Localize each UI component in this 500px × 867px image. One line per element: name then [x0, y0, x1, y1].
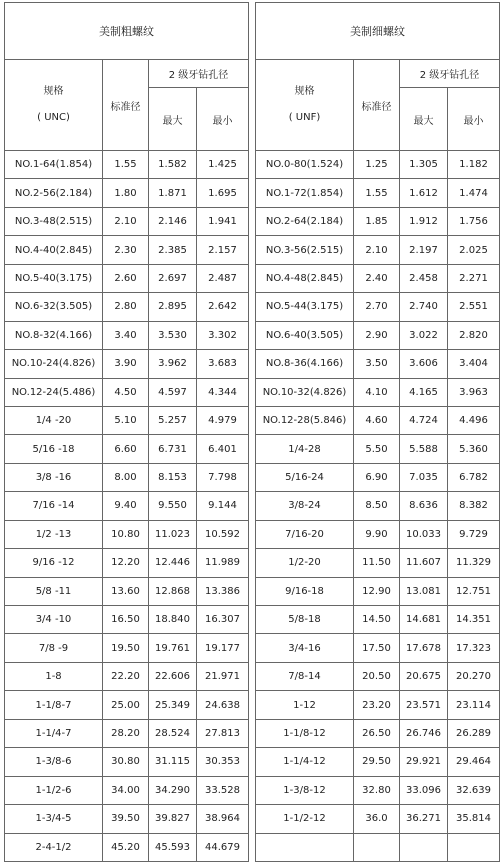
- min-drill-cell: 1.941: [197, 207, 249, 235]
- max-drill-cell: 12.868: [149, 577, 197, 605]
- unf-thread-table: [255, 2, 500, 862]
- min-drill-cell: 14.351: [448, 606, 500, 634]
- table-row: [256, 748, 500, 776]
- spec-cell: NO.4-40(2.845): [5, 236, 103, 264]
- spec-cell: NO.2-64(2.184): [256, 207, 354, 235]
- min-drill-cell: 8.382: [448, 492, 500, 520]
- max-drill-cell: 2.697: [149, 264, 197, 292]
- table-row: [256, 549, 500, 577]
- min-drill-cell: 7.798: [197, 463, 249, 491]
- table-row: [5, 520, 249, 548]
- spec-header-standard: ( UNF): [288, 112, 321, 123]
- table-row: [256, 634, 500, 662]
- spec-cell: 1-1/4-12: [256, 748, 354, 776]
- standard-diameter-cell: 2.60: [103, 264, 149, 292]
- standard-diameter-cell: [354, 833, 400, 861]
- max-drill-cell: 8.153: [149, 463, 197, 491]
- min-drill-cell: 21.971: [197, 662, 249, 690]
- table-row: [5, 805, 249, 833]
- spec-cell: 1/2-20: [256, 549, 354, 577]
- max-drill-cell: 9.550: [149, 492, 197, 520]
- standard-diameter-cell: 2.40: [354, 264, 400, 292]
- spec-cell: 7/16 -14: [5, 492, 103, 520]
- standard-diameter-cell: 10.80: [103, 520, 149, 548]
- spec-cell: 1-12: [256, 691, 354, 719]
- max-drill-cell: 10.033: [400, 520, 448, 548]
- max-drill-cell: 26.746: [400, 719, 448, 747]
- spec-cell: 5/8-18: [256, 606, 354, 634]
- max-drill-cell: 1.582: [149, 151, 197, 179]
- table-row: [256, 236, 500, 264]
- standard-diameter-cell: 9.90: [354, 520, 400, 548]
- spec-cell: NO.6-40(3.505): [256, 321, 354, 349]
- table-row: [256, 606, 500, 634]
- max-drill-cell: 18.840: [149, 606, 197, 634]
- max-drill-cell: 2.146: [149, 207, 197, 235]
- spec-cell: 1-3/8-6: [5, 748, 103, 776]
- spec-cell: 3/4 -10: [5, 606, 103, 634]
- table-row: [5, 634, 249, 662]
- max-drill-cell: 19.761: [149, 634, 197, 662]
- standard-diameter-cell: 30.80: [103, 748, 149, 776]
- spec-cell: 7/16-20: [256, 520, 354, 548]
- spec-cell: 2-4-1/2: [5, 833, 103, 861]
- table-row: [5, 606, 249, 634]
- standard-diameter-cell: 17.50: [354, 634, 400, 662]
- standard-diameter-cell: 9.40: [103, 492, 149, 520]
- max-drill-cell: 36.271: [400, 805, 448, 833]
- table-row: [5, 492, 249, 520]
- spec-cell: 3/8 -16: [5, 463, 103, 491]
- table-row: [256, 321, 500, 349]
- standard-diameter-cell: 1.55: [354, 179, 400, 207]
- drill-diameter-group-header: 2 级牙钻孔径: [149, 60, 249, 88]
- spec-cell: NO.2-56(2.184): [5, 179, 103, 207]
- table-row: [5, 577, 249, 605]
- spec-cell: NO.5-44(3.175): [256, 293, 354, 321]
- table-body: [256, 151, 500, 862]
- standard-diameter-cell: 22.20: [103, 662, 149, 690]
- spec-cell: 3/8-24: [256, 492, 354, 520]
- spec-cell: 1-1/8-12: [256, 719, 354, 747]
- spec-cell: 9/16 -12: [5, 549, 103, 577]
- table-row: [256, 207, 500, 235]
- max-drill-cell: 1.612: [400, 179, 448, 207]
- spec-cell: NO.6-32(3.505): [5, 293, 103, 321]
- spec-cell: NO.4-48(2.845): [256, 264, 354, 292]
- table-row: [5, 378, 249, 406]
- max-drill-cell: 13.081: [400, 577, 448, 605]
- table-row: [256, 463, 500, 491]
- standard-diameter-cell: 11.50: [354, 549, 400, 577]
- spec-cell: 3/4-16: [256, 634, 354, 662]
- spec-cell: 1-3/8-12: [256, 776, 354, 804]
- spec-header: [5, 60, 103, 151]
- standard-diameter-cell: 19.50: [103, 634, 149, 662]
- standard-diameter-cell: 23.20: [354, 691, 400, 719]
- table-row: [256, 151, 500, 179]
- table-row: [256, 805, 500, 833]
- standard-diameter-cell: 4.50: [103, 378, 149, 406]
- min-drill-cell: 26.289: [448, 719, 500, 747]
- spec-cell: NO.8-36(4.166): [256, 350, 354, 378]
- max-drill-cell: 31.115: [149, 748, 197, 776]
- standard-diameter-cell: 25.00: [103, 691, 149, 719]
- spec-cell: 1-1/4-7: [5, 719, 103, 747]
- table-row: [5, 406, 249, 434]
- min-drill-cell: 20.270: [448, 662, 500, 690]
- min-drill-cell: 24.638: [197, 691, 249, 719]
- max-drill-cell: 1.912: [400, 207, 448, 235]
- min-drill-cell: 1.474: [448, 179, 500, 207]
- spec-header: [256, 60, 354, 151]
- min-drill-cell: 16.307: [197, 606, 249, 634]
- standard-diameter-cell: 5.50: [354, 435, 400, 463]
- spec-cell: 1/4 -20: [5, 406, 103, 434]
- unc-coarse-thread-table-panel: [4, 2, 248, 862]
- min-drill-cell: 44.679: [197, 833, 249, 861]
- min-drill-cell: 23.114: [448, 691, 500, 719]
- table-title: 美制粗螺纹: [5, 3, 249, 60]
- spec-cell: 1-1/2-6: [5, 776, 103, 804]
- min-drill-cell: 33.528: [197, 776, 249, 804]
- max-drill-cell: 33.096: [400, 776, 448, 804]
- min-drill-cell: 35.814: [448, 805, 500, 833]
- standard-diameter-cell: 1.80: [103, 179, 149, 207]
- max-drill-cell: 39.827: [149, 805, 197, 833]
- min-drill-cell: 17.323: [448, 634, 500, 662]
- standard-diameter-header: 标准径: [103, 60, 149, 151]
- min-drill-cell: 3.683: [197, 350, 249, 378]
- standard-diameter-cell: 8.50: [354, 492, 400, 520]
- max-drill-cell: 4.597: [149, 378, 197, 406]
- max-drill-cell: 28.524: [149, 719, 197, 747]
- standard-diameter-cell: 2.10: [354, 236, 400, 264]
- min-drill-cell: 2.642: [197, 293, 249, 321]
- table-row: [5, 435, 249, 463]
- standard-diameter-cell: 1.85: [354, 207, 400, 235]
- spec-cell: 5/16-24: [256, 463, 354, 491]
- min-drill-cell: 30.353: [197, 748, 249, 776]
- unf-fine-thread-table-panel: [255, 2, 499, 862]
- min-drill-cell: 2.551: [448, 293, 500, 321]
- table-row: [256, 406, 500, 434]
- spec-header-label: 规格: [43, 86, 64, 97]
- standard-diameter-cell: 16.50: [103, 606, 149, 634]
- max-drill-cell: 1.871: [149, 179, 197, 207]
- max-drill-cell: 14.681: [400, 606, 448, 634]
- standard-diameter-cell: 2.70: [354, 293, 400, 321]
- standard-diameter-cell: 2.30: [103, 236, 149, 264]
- spec-cell: NO.5-40(3.175): [5, 264, 103, 292]
- min-header: 最小: [197, 88, 249, 151]
- table-row: [5, 719, 249, 747]
- min-drill-cell: 3.963: [448, 378, 500, 406]
- min-drill-cell: 2.025: [448, 236, 500, 264]
- spec-cell: NO.1-64(1.854): [5, 151, 103, 179]
- table-row: [5, 549, 249, 577]
- max-drill-cell: 11.023: [149, 520, 197, 548]
- spec-cell: 1-3/4-5: [5, 805, 103, 833]
- min-drill-cell: 2.820: [448, 321, 500, 349]
- standard-diameter-cell: 2.90: [354, 321, 400, 349]
- min-drill-cell: 1.756: [448, 207, 500, 235]
- table-row: [5, 463, 249, 491]
- max-drill-cell: 8.636: [400, 492, 448, 520]
- standard-diameter-cell: 2.10: [103, 207, 149, 235]
- min-drill-cell: 9.729: [448, 520, 500, 548]
- min-drill-cell: 32.639: [448, 776, 500, 804]
- min-drill-cell: 4.979: [197, 406, 249, 434]
- table-row: [256, 264, 500, 292]
- table-row: [5, 236, 249, 264]
- max-drill-cell: 4.165: [400, 378, 448, 406]
- table-row: [256, 520, 500, 548]
- spec-cell: NO.8-32(4.166): [5, 321, 103, 349]
- max-drill-cell: 12.446: [149, 549, 197, 577]
- spec-cell: NO.3-56(2.515): [256, 236, 354, 264]
- table-row: [5, 776, 249, 804]
- spec-cell: NO.12-24(5.486): [5, 378, 103, 406]
- min-drill-cell: 19.177: [197, 634, 249, 662]
- standard-diameter-cell: 32.80: [354, 776, 400, 804]
- spec-cell: 1/4-28: [256, 435, 354, 463]
- max-drill-cell: 7.035: [400, 463, 448, 491]
- max-drill-cell: 2.385: [149, 236, 197, 264]
- spec-cell: 5/8 -11: [5, 577, 103, 605]
- standard-diameter-cell: 3.40: [103, 321, 149, 349]
- max-drill-cell: 3.530: [149, 321, 197, 349]
- standard-diameter-cell: 12.20: [103, 549, 149, 577]
- max-drill-cell: 5.588: [400, 435, 448, 463]
- standard-diameter-cell: 26.50: [354, 719, 400, 747]
- min-drill-cell: 1.695: [197, 179, 249, 207]
- standard-diameter-cell: 29.50: [354, 748, 400, 776]
- min-drill-cell: 3.302: [197, 321, 249, 349]
- table-row: [256, 833, 500, 861]
- spec-header-standard: ( UNC): [37, 112, 70, 123]
- standard-diameter-cell: 45.20: [103, 833, 149, 861]
- max-drill-cell: 34.290: [149, 776, 197, 804]
- max-drill-cell: 3.606: [400, 350, 448, 378]
- spec-cell: 7/8 -9: [5, 634, 103, 662]
- standard-diameter-cell: 39.50: [103, 805, 149, 833]
- table-row: [5, 748, 249, 776]
- min-drill-cell: 4.344: [197, 378, 249, 406]
- max-drill-cell: 2.895: [149, 293, 197, 321]
- min-drill-cell: 1.425: [197, 151, 249, 179]
- spec-cell: 7/8-14: [256, 662, 354, 690]
- table-row: [256, 691, 500, 719]
- spec-cell: NO.12-28(5.846): [256, 406, 354, 434]
- min-drill-cell: 4.496: [448, 406, 500, 434]
- spec-cell: 1/2 -13: [5, 520, 103, 548]
- standard-diameter-cell: 4.10: [354, 378, 400, 406]
- max-drill-cell: 2.197: [400, 236, 448, 264]
- min-drill-cell: 10.592: [197, 520, 249, 548]
- standard-diameter-cell: 8.00: [103, 463, 149, 491]
- min-drill-cell: 27.813: [197, 719, 249, 747]
- spec-cell: [256, 833, 354, 861]
- table-row: [256, 719, 500, 747]
- standard-diameter-cell: 12.90: [354, 577, 400, 605]
- max-drill-cell: 23.571: [400, 691, 448, 719]
- max-drill-cell: 4.724: [400, 406, 448, 434]
- standard-diameter-cell: 3.50: [354, 350, 400, 378]
- min-drill-cell: 29.464: [448, 748, 500, 776]
- table-row: [5, 151, 249, 179]
- spec-cell: 1-1/8-7: [5, 691, 103, 719]
- spec-header-label: 规格: [294, 86, 315, 97]
- spec-cell: 1-8: [5, 662, 103, 690]
- standard-diameter-cell: 14.50: [354, 606, 400, 634]
- standard-diameter-cell: 2.80: [103, 293, 149, 321]
- standard-diameter-cell: 13.60: [103, 577, 149, 605]
- table-row: [5, 179, 249, 207]
- max-header: 最大: [149, 88, 197, 151]
- table-row: [256, 293, 500, 321]
- max-drill-cell: 3.022: [400, 321, 448, 349]
- max-drill-cell: 11.607: [400, 549, 448, 577]
- standard-diameter-header: 标准径: [354, 60, 400, 151]
- spec-cell: NO.10-24(4.826): [5, 350, 103, 378]
- drill-diameter-group-header: 2 级牙钻孔径: [400, 60, 500, 88]
- min-drill-cell: 12.751: [448, 577, 500, 605]
- table-row: [256, 492, 500, 520]
- standard-diameter-cell: 1.55: [103, 151, 149, 179]
- standard-diameter-cell: 6.60: [103, 435, 149, 463]
- spec-cell: 1-1/2-12: [256, 805, 354, 833]
- max-drill-cell: 25.349: [149, 691, 197, 719]
- min-drill-cell: 5.360: [448, 435, 500, 463]
- spec-cell: NO.3-48(2.515): [5, 207, 103, 235]
- min-drill-cell: 1.182: [448, 151, 500, 179]
- table-row: [5, 662, 249, 690]
- standard-diameter-cell: 3.90: [103, 350, 149, 378]
- table-row: [5, 264, 249, 292]
- min-drill-cell: 6.782: [448, 463, 500, 491]
- min-drill-cell: 9.144: [197, 492, 249, 520]
- table-row: [256, 378, 500, 406]
- min-drill-cell: 3.404: [448, 350, 500, 378]
- table-row: [256, 577, 500, 605]
- min-drill-cell: 2.157: [197, 236, 249, 264]
- table-body: [5, 151, 249, 862]
- standard-diameter-cell: 20.50: [354, 662, 400, 690]
- max-drill-cell: 45.593: [149, 833, 197, 861]
- max-drill-cell: 1.305: [400, 151, 448, 179]
- min-drill-cell: 11.329: [448, 549, 500, 577]
- min-drill-cell: 2.271: [448, 264, 500, 292]
- max-drill-cell: 5.257: [149, 406, 197, 434]
- max-drill-cell: 17.678: [400, 634, 448, 662]
- standard-diameter-cell: 1.25: [354, 151, 400, 179]
- spec-cell: NO.0-80(1.524): [256, 151, 354, 179]
- max-drill-cell: 2.740: [400, 293, 448, 321]
- table-row: [5, 207, 249, 235]
- table-row: [5, 833, 249, 861]
- table-title: 美制细螺纹: [256, 3, 500, 60]
- standard-diameter-cell: 4.60: [354, 406, 400, 434]
- table-row: [5, 321, 249, 349]
- spec-cell: 5/16 -18: [5, 435, 103, 463]
- table-row: [5, 293, 249, 321]
- max-drill-cell: 22.606: [149, 662, 197, 690]
- spec-cell: 9/16-18: [256, 577, 354, 605]
- spec-cell: NO.10-32(4.826): [256, 378, 354, 406]
- standard-diameter-cell: 6.90: [354, 463, 400, 491]
- table-row: [256, 350, 500, 378]
- min-header: 最小: [448, 88, 500, 151]
- spec-cell: NO.1-72(1.854): [256, 179, 354, 207]
- standard-diameter-cell: 36.0: [354, 805, 400, 833]
- max-drill-cell: [400, 833, 448, 861]
- min-drill-cell: 2.487: [197, 264, 249, 292]
- max-drill-cell: 6.731: [149, 435, 197, 463]
- max-header: 最大: [400, 88, 448, 151]
- standard-diameter-cell: 34.00: [103, 776, 149, 804]
- unc-thread-table: [4, 2, 249, 862]
- max-drill-cell: 29.921: [400, 748, 448, 776]
- min-drill-cell: [448, 833, 500, 861]
- min-drill-cell: 38.964: [197, 805, 249, 833]
- table-row: [5, 350, 249, 378]
- table-row: [256, 776, 500, 804]
- max-drill-cell: 3.962: [149, 350, 197, 378]
- min-drill-cell: 6.401: [197, 435, 249, 463]
- min-drill-cell: 11.989: [197, 549, 249, 577]
- standard-diameter-cell: 28.20: [103, 719, 149, 747]
- max-drill-cell: 2.458: [400, 264, 448, 292]
- standard-diameter-cell: 5.10: [103, 406, 149, 434]
- table-row: [256, 435, 500, 463]
- table-row: [256, 179, 500, 207]
- table-row: [5, 691, 249, 719]
- max-drill-cell: 20.675: [400, 662, 448, 690]
- table-row: [256, 662, 500, 690]
- min-drill-cell: 13.386: [197, 577, 249, 605]
